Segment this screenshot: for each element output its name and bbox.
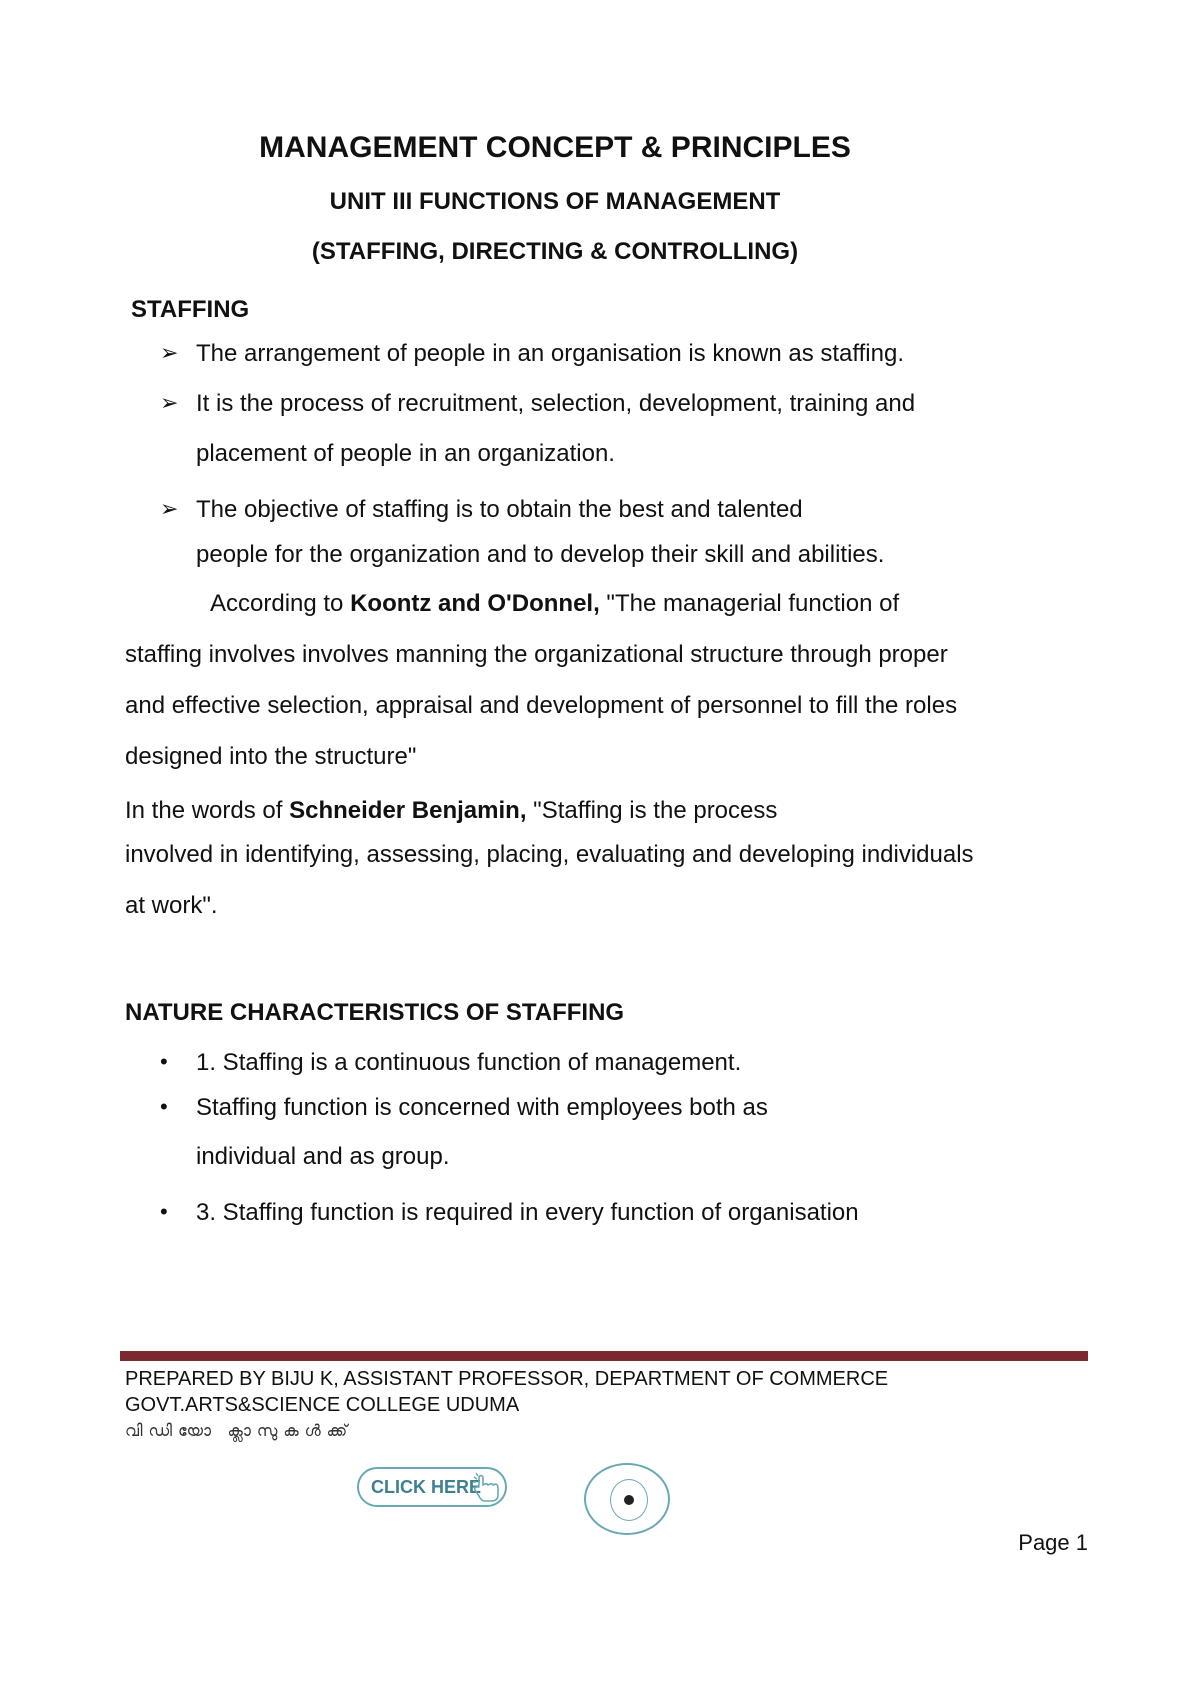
staffing-point-2-cont: placement of people in an organization. (196, 440, 615, 467)
bullet-dot-icon: • (160, 1094, 168, 1119)
koontz-author: Koontz and O'Donnel, (350, 590, 600, 617)
staffing-point-3-cont: people for the organization and to develop their skill and abilities. (196, 541, 885, 568)
footer-rule (120, 1351, 1088, 1361)
staffing-point-1: ➢ The arrangement of people in an organisation is known as staffing. (160, 340, 904, 367)
nature-heading: NATURE CHARACTERISTICS OF STAFFING (125, 999, 625, 1026)
nature-item-1: • 1. Staffing is a continuous function of management. (160, 1049, 742, 1076)
arrow-bullet-icon: ➢ (160, 340, 179, 365)
click-here-label: CLICK HERE (371, 1476, 482, 1497)
seal-emblem (624, 1495, 634, 1505)
koontz-quote-line-3: and effective selection, appraisal and development of personnel to fill the roles (125, 692, 958, 719)
schneider-quote-line-1: In the words of Schneider Benjamin, "Staffing is the process (125, 797, 778, 824)
footer-prepared-by: PREPARED BY BIJU K, ASSISTANT PROFESSOR, DEPARTMENT OF COMMERCE (125, 1368, 889, 1390)
staffing-point-2: ➢ It is the process of recruitment, selection, development, training and (160, 390, 916, 417)
bullet-dot-icon: • (160, 1199, 168, 1224)
footer-malayalam-text: വിഡിയോ ക്ലാസുകൾക്ക് (125, 1423, 354, 1440)
schneider-quote-line-3: at work". (125, 892, 218, 919)
staffing-heading: STAFFING (131, 296, 250, 323)
bullet-dot-icon: • (160, 1049, 168, 1074)
staffing-point-3: ➢ The objective of staffing is to obtain the best and talented (160, 496, 803, 523)
click-here-button[interactable] (357, 1467, 507, 1507)
arrow-bullet-icon: ➢ (160, 390, 179, 415)
nature-item-2: • Staffing function is concerned with employees both as (160, 1094, 768, 1121)
page-number: Page 1 (1018, 1530, 1088, 1555)
unit-subtitle: (STAFFING, DIRECTING & CONTROLLING) (311, 238, 799, 265)
koontz-quote-line-2: staffing involves involves manning the organizational structure through proper (125, 641, 948, 668)
schneider-author: Schneider Benjamin, (289, 797, 527, 824)
document-title: MANAGEMENT CONCEPT & PRINCIPLES (259, 131, 851, 164)
college-seal-logo (584, 1463, 670, 1535)
schneider-quote-line-2: involved in identifying, assessing, placing, evaluating and developing individuals (125, 841, 974, 868)
nature-item-3: • 3. Staffing function is required in every function of organisation (160, 1199, 859, 1226)
koontz-quote-line-4: designed into the structure" (125, 743, 417, 770)
arrow-bullet-icon: ➢ (160, 496, 179, 521)
footer-college: GOVT.ARTS&SCIENCE COLLEGE UDUMA (125, 1394, 520, 1416)
unit-title: UNIT III FUNCTIONS OF MANAGEMENT (329, 188, 781, 215)
nature-item-2-cont: individual and as group. (196, 1143, 450, 1170)
koontz-quote-line-1: According to Koontz and O'Donnel, "The managerial function of (210, 590, 900, 617)
pointing-hand-icon (471, 1471, 505, 1505)
